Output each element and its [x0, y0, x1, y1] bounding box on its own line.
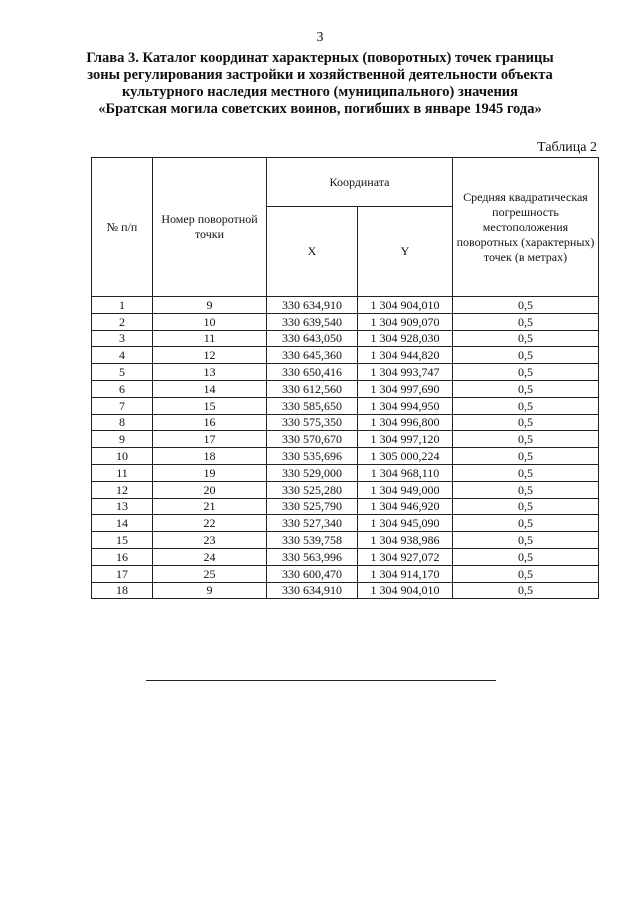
cell-error: 0,5 — [453, 397, 599, 414]
cell-error: 0,5 — [453, 313, 599, 330]
cell-error: 0,5 — [453, 464, 599, 481]
cell-x: 330 600,470 — [267, 565, 358, 582]
cell-point: 11 — [153, 330, 267, 347]
cell-num: 3 — [92, 330, 153, 347]
table-row — [92, 330, 599, 347]
cell-point: 25 — [153, 565, 267, 582]
cell-x: 330 575,350 — [267, 414, 358, 431]
bottom-divider — [146, 680, 496, 681]
cell-x: 330 525,280 — [267, 481, 358, 498]
cell-y: 1 304 909,070 — [358, 313, 453, 330]
page-number: 3 — [316, 30, 324, 45]
cell-x: 330 650,416 — [267, 364, 358, 381]
cell-error: 0,5 — [453, 380, 599, 397]
cell-y: 1 304 944,820 — [358, 347, 453, 364]
heading-line: зоны регулирования застройки и хозяйственной деятельности объекта — [87, 67, 553, 83]
header-num: № п/п — [92, 158, 153, 297]
cell-point: 19 — [153, 464, 267, 481]
cell-y: 1 304 993,747 — [358, 364, 453, 381]
table-row — [92, 464, 599, 481]
cell-y: 1 304 968,110 — [358, 464, 453, 481]
cell-num: 1 — [92, 297, 153, 314]
heading-line: Глава 3. Каталог координат характерных (поворотных) точек границы — [86, 50, 554, 66]
cell-y: 1 304 946,920 — [358, 498, 453, 515]
cell-x: 330 645,360 — [267, 347, 358, 364]
cell-y: 1 304 928,030 — [358, 330, 453, 347]
cell-x: 330 634,910 — [267, 297, 358, 314]
cell-num: 14 — [92, 515, 153, 532]
cell-num: 5 — [92, 364, 153, 381]
table-row — [92, 448, 599, 465]
cell-num: 16 — [92, 548, 153, 565]
cell-point: 13 — [153, 364, 267, 381]
table-row — [92, 532, 599, 549]
cell-error: 0,5 — [453, 548, 599, 565]
cell-x: 330 634,910 — [267, 582, 358, 599]
cell-num: 10 — [92, 448, 153, 465]
table-caption: Таблица 2 — [537, 140, 597, 155]
table-row — [92, 515, 599, 532]
table-row — [92, 380, 599, 397]
header-coordinate: Координата — [267, 158, 453, 207]
cell-num: 9 — [92, 431, 153, 448]
cell-num: 2 — [92, 313, 153, 330]
cell-error: 0,5 — [453, 582, 599, 599]
cell-error: 0,5 — [453, 498, 599, 515]
cell-point: 22 — [153, 515, 267, 532]
cell-y: 1 304 904,010 — [358, 297, 453, 314]
table-row — [92, 565, 599, 582]
table-row — [92, 364, 599, 381]
cell-num: 12 — [92, 481, 153, 498]
table-row — [92, 414, 599, 431]
cell-error: 0,5 — [453, 297, 599, 314]
cell-point: 17 — [153, 431, 267, 448]
coordinates-table — [91, 157, 599, 599]
table-row — [92, 313, 599, 330]
cell-point: 21 — [153, 498, 267, 515]
table-row — [92, 548, 599, 565]
cell-error: 0,5 — [453, 565, 599, 582]
table-row — [92, 347, 599, 364]
cell-x: 330 643,050 — [267, 330, 358, 347]
cell-y: 1 304 904,010 — [358, 582, 453, 599]
cell-point: 20 — [153, 481, 267, 498]
cell-error: 0,5 — [453, 347, 599, 364]
cell-point: 18 — [153, 448, 267, 465]
cell-point: 9 — [153, 297, 267, 314]
cell-error: 0,5 — [453, 515, 599, 532]
cell-y: 1 304 914,170 — [358, 565, 453, 582]
cell-point: 12 — [153, 347, 267, 364]
cell-y: 1 304 927,072 — [358, 548, 453, 565]
table-row — [92, 297, 599, 314]
cell-point: 14 — [153, 380, 267, 397]
cell-x: 330 563,996 — [267, 548, 358, 565]
cell-error: 0,5 — [453, 431, 599, 448]
header-point: Номер поворотной точки — [153, 158, 267, 297]
cell-y: 1 304 938,986 — [358, 532, 453, 549]
cell-num: 7 — [92, 397, 153, 414]
cell-num: 8 — [92, 414, 153, 431]
table-row — [92, 431, 599, 448]
cell-num: 6 — [92, 380, 153, 397]
cell-point: 23 — [153, 532, 267, 549]
cell-y: 1 305 000,224 — [358, 448, 453, 465]
table-row — [92, 481, 599, 498]
cell-x: 330 585,650 — [267, 397, 358, 414]
cell-x: 330 570,670 — [267, 431, 358, 448]
cell-num: 11 — [92, 464, 153, 481]
cell-y: 1 304 949,000 — [358, 481, 453, 498]
cell-x: 330 527,340 — [267, 515, 358, 532]
cell-x: 330 539,758 — [267, 532, 358, 549]
cell-error: 0,5 — [453, 330, 599, 347]
cell-error: 0,5 — [453, 481, 599, 498]
cell-y: 1 304 945,090 — [358, 515, 453, 532]
cell-num: 15 — [92, 532, 153, 549]
cell-num: 18 — [92, 582, 153, 599]
cell-x: 330 525,790 — [267, 498, 358, 515]
cell-x: 330 639,540 — [267, 313, 358, 330]
cell-x: 330 612,560 — [267, 380, 358, 397]
cell-y: 1 304 997,690 — [358, 380, 453, 397]
cell-y: 1 304 997,120 — [358, 431, 453, 448]
cell-y: 1 304 996,800 — [358, 414, 453, 431]
heading-line: культурного наследия местного (муниципального) значения — [121, 84, 519, 100]
cell-num: 17 — [92, 565, 153, 582]
cell-error: 0,5 — [453, 364, 599, 381]
cell-point: 24 — [153, 548, 267, 565]
table-row — [92, 582, 599, 599]
cell-num: 4 — [92, 347, 153, 364]
table-row — [92, 397, 599, 414]
cell-error: 0,5 — [453, 448, 599, 465]
chapter-heading — [60, 50, 580, 118]
cell-point: 16 — [153, 414, 267, 431]
cell-error: 0,5 — [453, 414, 599, 431]
header-x: X — [267, 207, 358, 297]
header-y: Y — [358, 207, 453, 297]
cell-y: 1 304 994,950 — [358, 397, 453, 414]
cell-error: 0,5 — [453, 532, 599, 549]
cell-num: 13 — [92, 498, 153, 515]
cell-point: 9 — [153, 582, 267, 599]
cell-point: 15 — [153, 397, 267, 414]
heading-line: «Братская могила советских воинов, погибших в январе 1945 года» — [98, 101, 542, 117]
table-row — [92, 498, 599, 515]
cell-point: 10 — [153, 313, 267, 330]
cell-x: 330 535,696 — [267, 448, 358, 465]
header-error: Средняя квадратическая погрешность местоположения поворотных (характерных) точек (в метрах) — [453, 158, 599, 297]
cell-x: 330 529,000 — [267, 464, 358, 481]
